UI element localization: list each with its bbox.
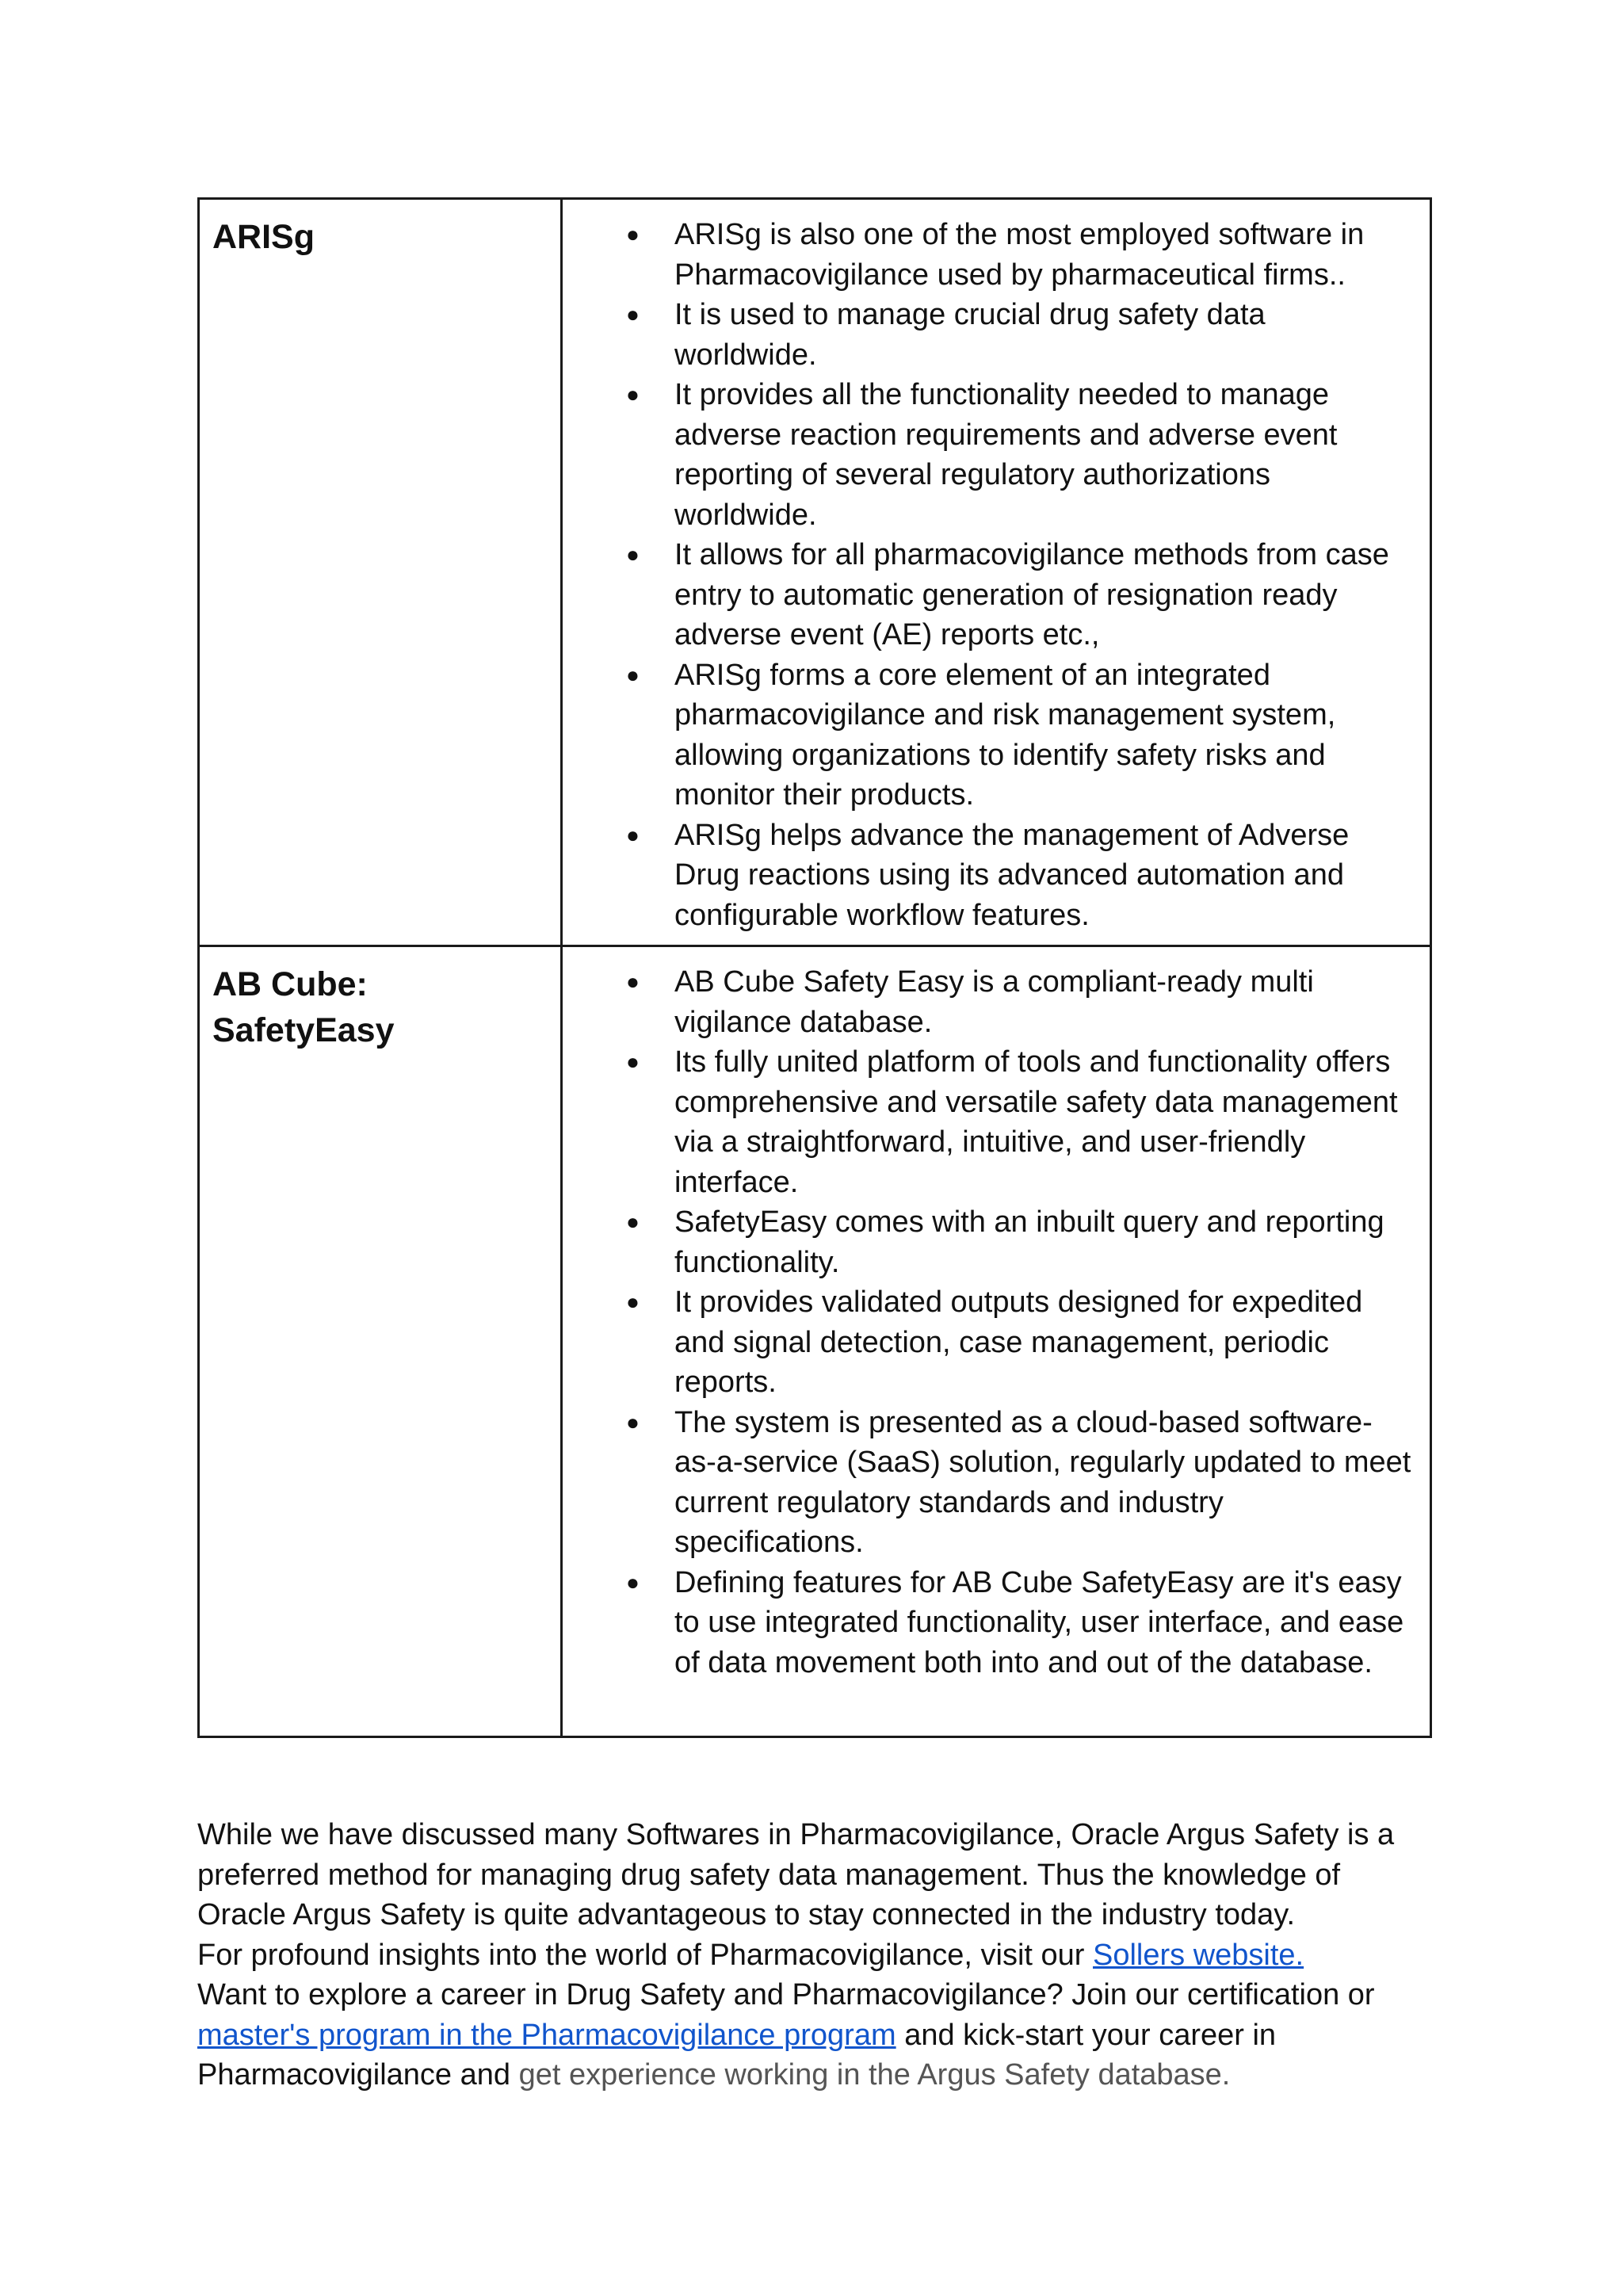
closing-line: preferred method for managing drug safety data management. Thus the knowledge of — [197, 1858, 1341, 1892]
bullet-icon: ● — [626, 222, 640, 246]
software-name — [200, 947, 560, 1053]
bullet-icon: ● — [626, 382, 640, 407]
bullet-icon: ● — [626, 542, 640, 567]
closing-line: master's program in the Pharmacovigilance program and kick-start your career in — [197, 2018, 1277, 2052]
masters-program-link[interactable]: master's program in the Pharmacovigilance program — [197, 2018, 896, 2052]
bullet-icon: ● — [626, 1569, 640, 1595]
closing-line: While we have discussed many Softwares in Pharmacovigilance, Oracle Argus Safety is a — [197, 1818, 1395, 1851]
bullet-list — [563, 200, 1430, 935]
software-table — [197, 197, 1432, 1738]
list-item: ● Defining features for AB Cube SafetyEasy are it's easy to use integrated functionality, user interface, and ease of data movement both into and out of the database. — [563, 1563, 1414, 1683]
list-item: ● Its fully united platform of tools and functionality offers comprehensive and versatile safety data management via a straightforward, intuitive, and user-friendly interface. — [563, 1042, 1414, 1202]
table-row — [199, 946, 1431, 1737]
argus-experience-text: get experience working in the Argus Safety database. — [518, 2058, 1231, 2092]
table-row — [199, 199, 1431, 946]
sollers-website-link[interactable]: Sollers website. — [1093, 1938, 1304, 1972]
bullet-icon: ● — [626, 969, 640, 994]
software-name-line: SafetyEasy — [212, 1011, 395, 1049]
software-details-cell — [562, 199, 1431, 946]
software-name-cell — [199, 199, 562, 946]
bullet-icon: ● — [626, 302, 640, 327]
bullet-icon: ● — [626, 1209, 640, 1234]
software-name — [200, 200, 560, 260]
software-details-cell — [562, 946, 1431, 1737]
list-item: ● It provides validated outputs designed for expedited and signal detection, case management, periodic reports. — [563, 1282, 1414, 1403]
list-item: ● AB Cube Safety Easy is a compliant-ready multi vigilance database. — [563, 962, 1414, 1042]
list-item: ● ARISg helps advance the management of Adverse Drug reactions using its advanced automation and configurable workflow features. — [563, 816, 1414, 936]
bullet-icon: ● — [626, 1049, 640, 1074]
list-item: ● It is used to manage crucial drug safety data worldwide. — [563, 295, 1414, 375]
software-name-line: ARISg — [212, 218, 315, 256]
list-item: ● It allows for all pharmacovigilance methods from case entry to automatic generation of resignation ready adverse event (AE) reports etc., — [563, 535, 1414, 655]
list-item: ● ARISg forms a core element of an integrated pharmacovigilance and risk management system, allowing organizations to identify safety risks and monitor their products. — [563, 655, 1414, 816]
bullet-icon: ● — [626, 662, 640, 687]
closing-line: For profound insights into the world of Pharmacovigilance, visit our Sollers website. — [197, 1938, 1304, 1972]
bullet-icon: ● — [626, 1409, 640, 1435]
list-item: ● ARISg is also one of the most employed software in Pharmacovigilance used by pharmaceutical firms.. — [563, 215, 1414, 295]
bullet-list — [563, 947, 1430, 1683]
bullet-icon: ● — [626, 822, 640, 847]
software-name-line: AB Cube: — [212, 965, 368, 1003]
list-item: ● It provides all the functionality needed to manage adverse reaction requirements and adverse event reporting of several regulatory authorizations worldwide. — [563, 375, 1414, 535]
bullet-icon: ● — [626, 1289, 640, 1314]
closing-line: Oracle Argus Safety is quite advantageous to stay connected in the industry today. — [197, 1898, 1296, 1931]
list-item: ● SafetyEasy comes with an inbuilt query and reporting functionality. — [563, 1202, 1414, 1282]
closing-line: Pharmacovigilance and get experience working in the Argus Safety database. — [197, 2058, 1231, 2092]
list-item: ● The system is presented as a cloud-based software-as-a-service (SaaS) solution, regularly updated to meet current regulatory standards and industry specifications. — [563, 1403, 1414, 1563]
closing-paragraph — [197, 1815, 1465, 2095]
software-name-cell — [199, 946, 562, 1737]
closing-line: Want to explore a career in Drug Safety and Pharmacovigilance? Join our certification or — [197, 1978, 1375, 2011]
